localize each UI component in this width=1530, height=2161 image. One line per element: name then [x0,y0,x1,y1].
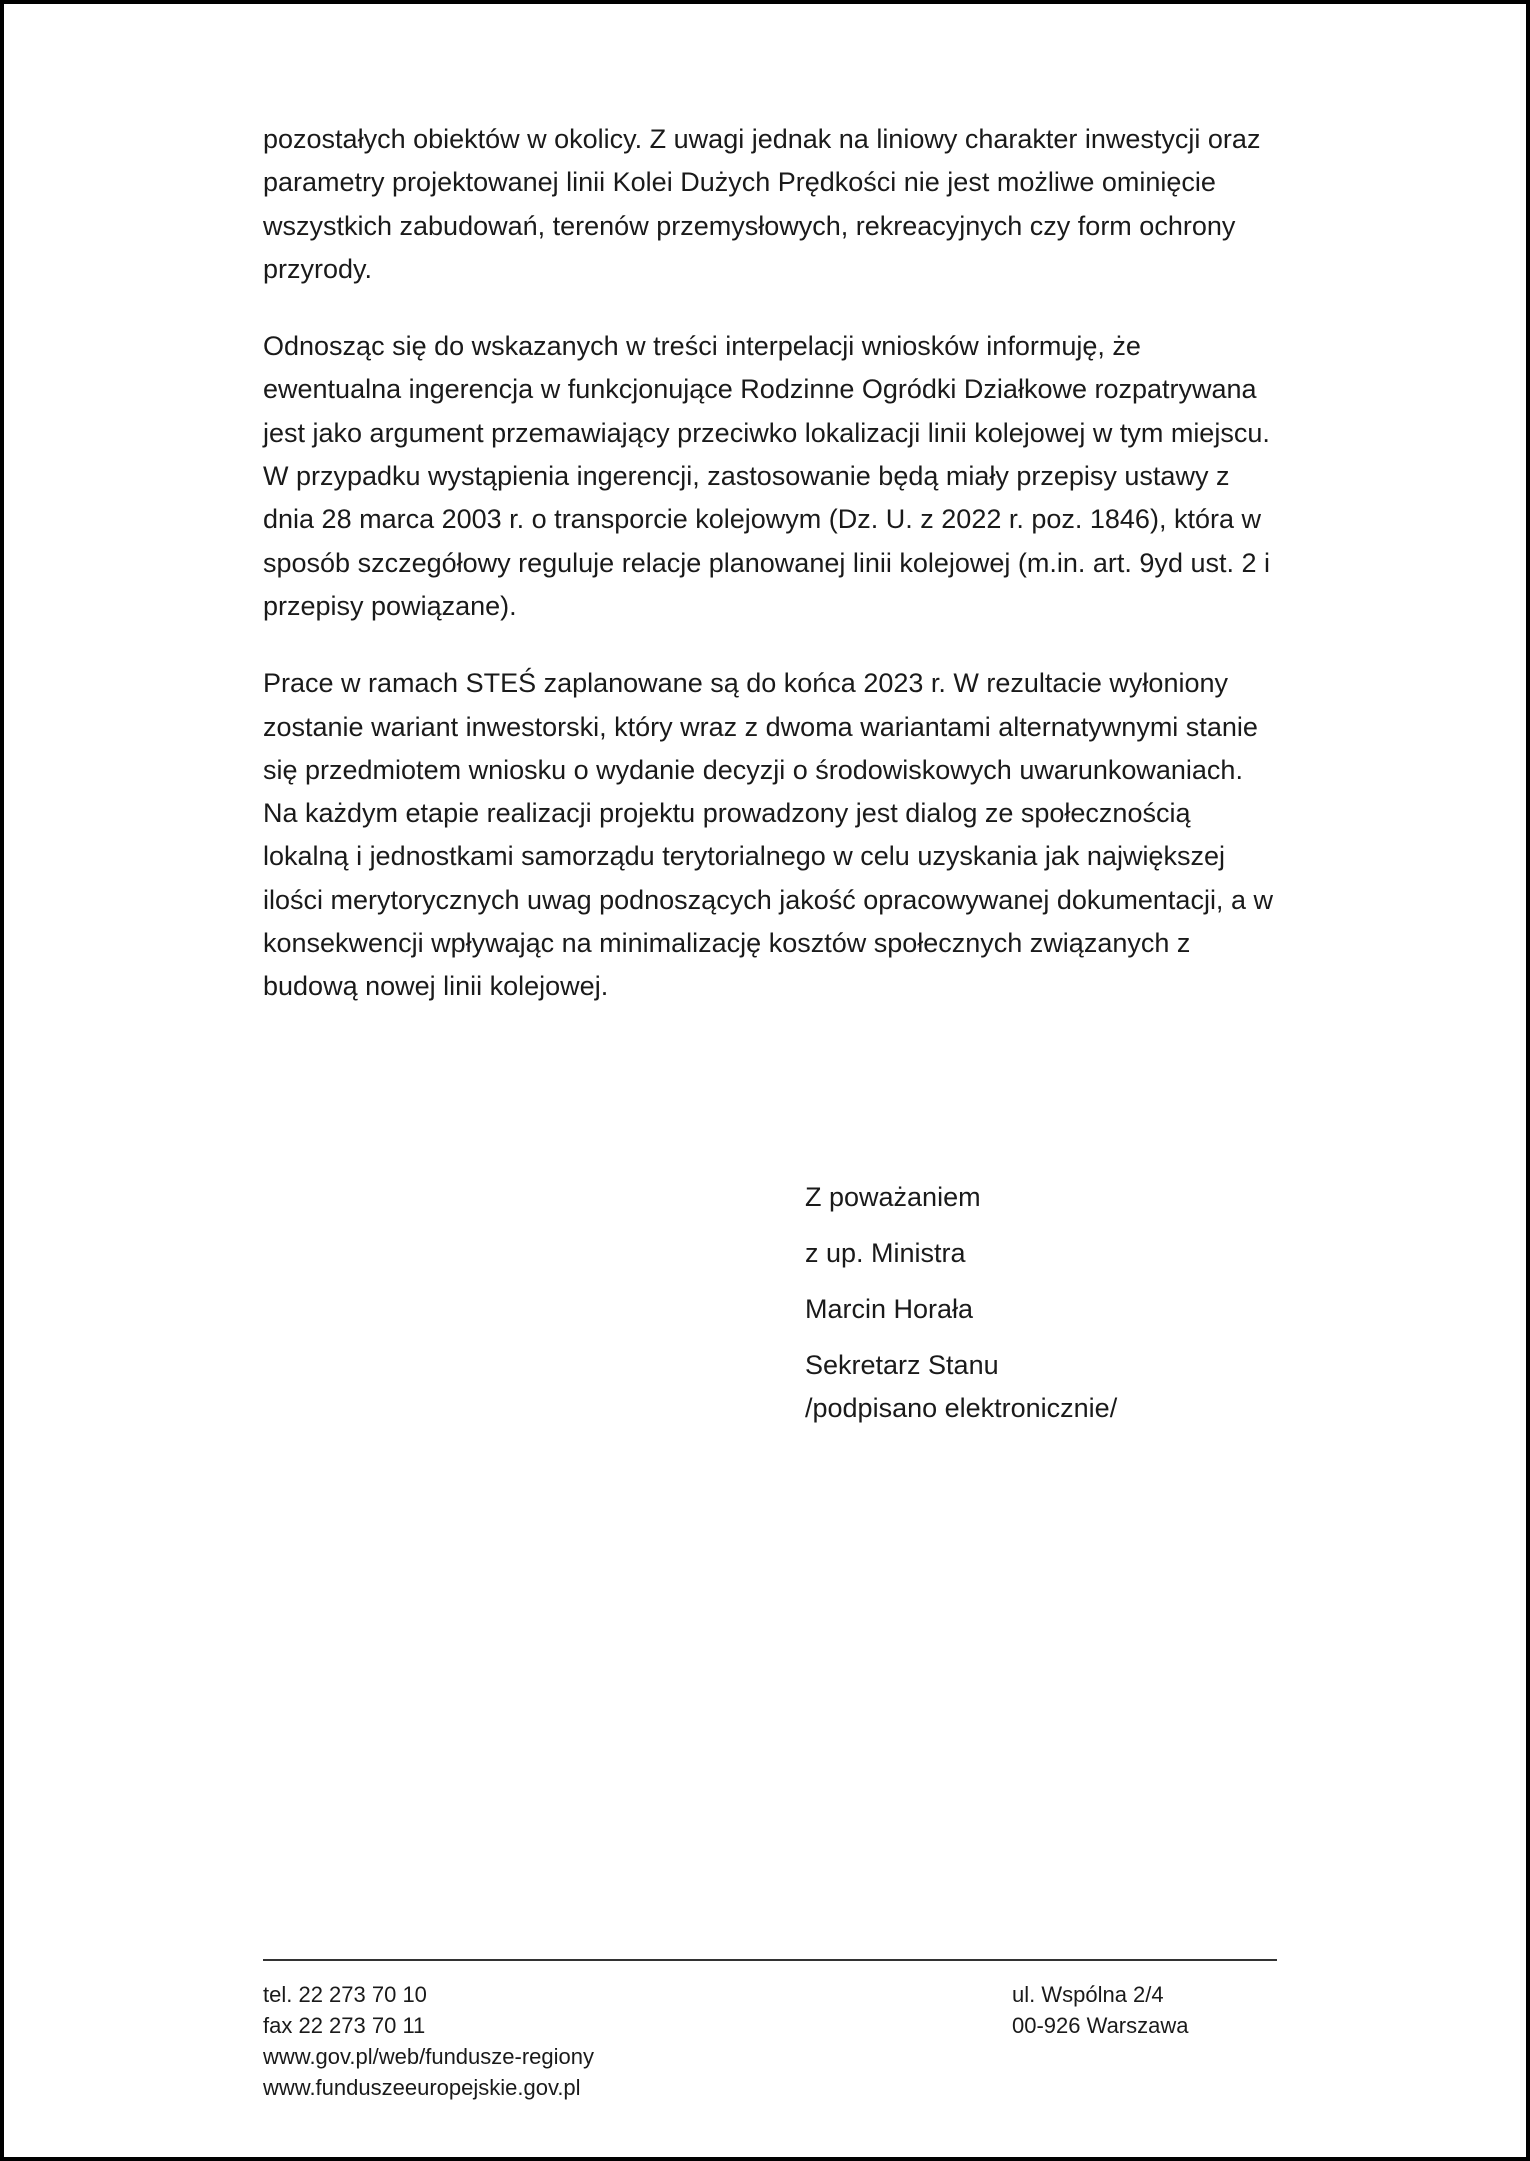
signature-note: /podpisano elektronicznie/ [805,1393,1118,1423]
on-behalf-line: z up. Ministra [805,1238,966,1268]
footer-street: ul. Wspólna 2/4 [1012,1982,1164,2007]
footer-city: 00-926 Warszawa [1012,2013,1189,2038]
footer-fax: fax 22 273 70 11 [263,2013,426,2038]
paragraph-3: Prace w ramach STEŚ zaplanowane są do końca 2023 r. W rezultacie wyłoniony zostanie wariant inwestorski, który wraz z dwoma wariantami alternatywnymi stanie się przedmiotem wniosku o wydanie decyzji o środowiskowych uwarunkowaniach. Na każdym etapie realizacji projektu prowadzony jest dialog ze społecznością lokalną i jednostkami samorządu terytorialnego w celu uzyskania jak największej ilości merytorycznych uwag podnoszących jakość opracowywanej dokumentacji, a w konsekwencji wpływając na minimalizację kosztów społecznych związanych z budową nowej linii kolejowej. [263,668,1273,1002]
footer-phone: tel. 22 273 70 10 [263,1982,427,2007]
signature-block [805,1176,1117,1430]
salutation: Z poważaniem [805,1182,981,1212]
footer-address [1012,1979,1188,2041]
paragraph-2: Odnosząc się do wskazanych w treści interpelacji wniosków informuję, że ewentualna ingerencja w funkcjonujące Rodzinne Ogródki Działkowe rozpatrywana jest jako argument przemawiający przeciwko lokalizacji linii kolejowej w tym miejscu. W przypadku wystąpienia ingerencji, zastosowanie będą miały przepisy ustawy z dnia 28 marca 2003 r. o transporcie kolejowym (Dz. U. z 2022 r. poz. 1846), która w sposób szczegółowy reguluje relacje planowanej linii kolejowej (m.in. art. 9yd ust. 2 i przepisy powiązane). [263,331,1271,621]
footer-website-1: www.gov.pl/web/fundusze-regiony [263,2044,594,2069]
footer-contact [263,1979,594,2103]
footer-website-2: www.funduszeeuropejskie.gov.pl [263,2075,581,2100]
letter-body [263,118,1273,1043]
footer-divider [263,1959,1277,1961]
paragraph-1: pozostałych obiektów w okolicy. Z uwagi jednak na liniowy charakter inwestycji oraz parametry projektowanej linii Kolei Dużych Prędkości nie jest możliwe ominięcie wszystkich zabudowań, terenów przemysłowych, rekreacyjnych czy form ochrony przyrody. [263,124,1261,284]
signatory-position: Sekretarz Stanu [805,1350,999,1380]
signatory-name: Marcin Horała [805,1294,974,1324]
